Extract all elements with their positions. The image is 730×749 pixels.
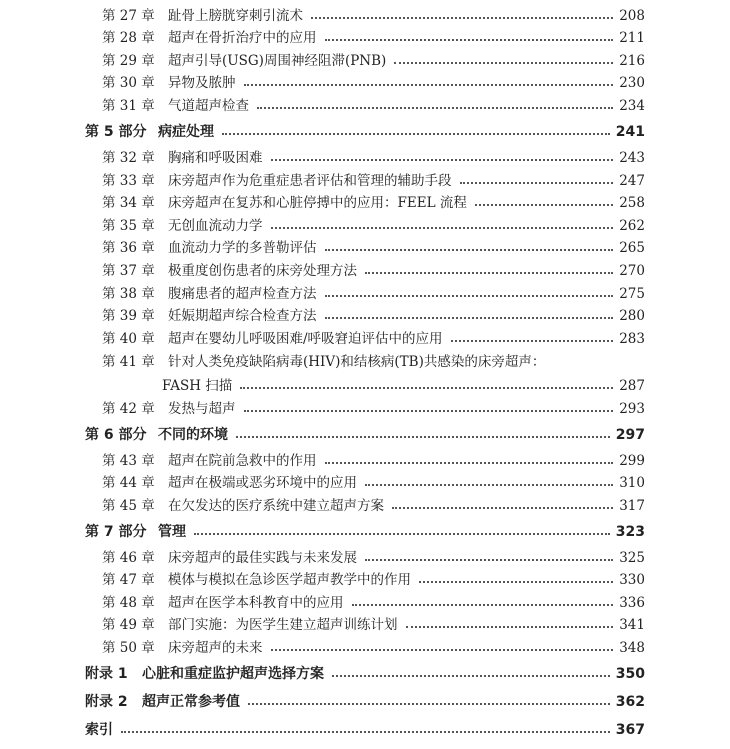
toc-entry-number: 第 41 章 <box>102 354 155 370</box>
dot-leader <box>365 484 613 486</box>
toc-chapter-row <box>0 592 730 614</box>
dot-leader <box>451 340 613 342</box>
dot-leader <box>244 410 613 412</box>
toc-page-number: 348 <box>619 640 645 656</box>
toc-entry-title: 在欠发达的医疗系统中建立超声方案 <box>168 498 384 514</box>
toc-chapter-row <box>0 72 730 94</box>
toc-entry-number: 第 48 章 <box>102 595 155 611</box>
toc-chapter-row <box>0 398 730 420</box>
dot-leader <box>392 507 613 509</box>
toc-chapter-row <box>0 170 730 192</box>
toc-chapter-row <box>0 450 730 472</box>
toc-page-number: 325 <box>619 550 645 566</box>
dot-leader <box>325 317 613 319</box>
toc-page-number: 317 <box>619 498 645 514</box>
toc-entry-title: 病症处理 <box>158 124 214 140</box>
toc-entry-number: 第 40 章 <box>102 331 155 347</box>
toc-page-number: 208 <box>619 8 645 24</box>
toc-page-number: 275 <box>619 286 645 302</box>
toc-entry-number: 第 30 章 <box>102 75 155 91</box>
toc-entry-title: 超声在极端或恶劣环境中的应用 <box>168 475 357 491</box>
dot-leader <box>406 626 613 628</box>
toc-entry-number: 第 33 章 <box>102 173 155 189</box>
toc-page-number: 293 <box>619 401 645 417</box>
toc-entry-number: 第 37 章 <box>102 263 155 279</box>
toc-chapter-row <box>0 328 730 350</box>
toc-page-number: 336 <box>619 595 645 611</box>
toc-entry-number: 第 39 章 <box>102 308 155 324</box>
toc-entry-title: 床旁超声在复苏和心脏停搏中的应用：FEEL 流程 <box>168 195 467 211</box>
toc-chapter-row <box>0 5 730 27</box>
toc-chapter-row <box>0 569 730 591</box>
toc-chapter-row <box>0 614 730 636</box>
toc-entry-title: 床旁超声作为危重症患者评估和管理的辅助手段 <box>168 173 452 189</box>
dot-leader <box>394 62 613 64</box>
dot-leader <box>271 649 613 651</box>
toc-entry-number: 第 34 章 <box>102 195 155 211</box>
toc-page-number: 330 <box>619 572 645 588</box>
toc-entry-number: 第 44 章 <box>102 475 155 491</box>
toc-chapter-row <box>0 237 730 259</box>
dot-leader <box>325 462 613 464</box>
dot-leader <box>325 249 613 251</box>
toc-entry-title: 气道超声检查 <box>168 98 249 114</box>
toc-entry-title: 超声在骨折治疗中的应用 <box>168 30 317 46</box>
toc-page-number: 310 <box>619 475 645 491</box>
toc-entry-title: 不同的环境 <box>158 427 228 443</box>
toc-entry-number: 第 46 章 <box>102 550 155 566</box>
toc-chapter-row <box>0 472 730 494</box>
dot-leader <box>311 17 613 19</box>
dot-leader <box>419 581 613 583</box>
toc-page-number: 297 <box>615 427 645 443</box>
dot-leader <box>365 559 613 561</box>
toc-page-number: 262 <box>619 218 645 234</box>
toc-page-number: 341 <box>619 617 645 633</box>
toc-entry-number: 第 43 章 <box>102 453 155 469</box>
toc-entry-number: 第 50 章 <box>102 640 155 656</box>
toc-chapter-row <box>0 192 730 214</box>
toc-entry-number: 第 7 部分 <box>85 524 147 540</box>
toc-entry-number: 附录 2 <box>85 694 128 710</box>
dot-leader <box>222 133 610 135</box>
toc-page-number: 367 <box>615 722 645 738</box>
toc-part-row <box>0 424 730 446</box>
toc-chapter-row <box>0 351 730 373</box>
dot-leader <box>271 227 613 229</box>
toc-page-number: 265 <box>619 240 645 256</box>
toc-chapter-row <box>0 27 730 49</box>
toc-entry-title: 趾骨上膀胱穿刺引流术 <box>168 8 303 24</box>
toc-page-number: 243 <box>619 150 645 166</box>
toc-chapter-row <box>0 215 730 237</box>
dot-leader <box>475 204 613 206</box>
toc-entry-number: 第 28 章 <box>102 30 155 46</box>
toc-entry-title: 超声在婴幼儿呼吸困难/呼吸窘迫评估中的应用 <box>168 331 443 347</box>
toc-chapter-row <box>0 637 730 659</box>
toc-entry-title: 床旁超声的最佳实践与未来发展 <box>168 550 357 566</box>
toc-entry-title: 模体与模拟在急诊医学超声教学中的作用 <box>168 572 411 588</box>
toc-entry-number: 第 32 章 <box>102 150 155 166</box>
dot-leader <box>244 84 613 86</box>
toc-page-number: 230 <box>619 75 645 91</box>
dot-leader <box>271 159 613 161</box>
toc-entry-title: 妊娠期超声综合检查方法 <box>168 308 317 324</box>
toc-chapter-row <box>0 305 730 327</box>
toc-entry-number: 第 49 章 <box>102 617 155 633</box>
toc-entry-title: 异物及脓肿 <box>168 75 236 91</box>
dot-leader <box>325 39 613 41</box>
dot-leader <box>257 107 613 109</box>
toc-entry-title: 超声引导(USG)周围神经阻滞(PNB) <box>168 53 387 69</box>
toc-page-number: 362 <box>615 694 645 710</box>
toc-page-number: 241 <box>615 124 645 140</box>
toc-entry-number: 附录 1 <box>85 666 128 682</box>
toc-chapter-row <box>0 260 730 282</box>
toc-page-number: 211 <box>619 30 645 46</box>
dot-leader <box>352 604 613 606</box>
toc-chapter-row <box>0 547 730 569</box>
toc-part-row <box>0 521 730 543</box>
toc-part-row <box>0 121 730 143</box>
dot-leader <box>248 703 610 705</box>
dot-leader <box>365 272 613 274</box>
toc-entry-title: 超声在医学本科教育中的应用 <box>168 595 344 611</box>
toc-chapter-row <box>0 495 730 517</box>
toc-entry-title: 针对人类免疫缺陷病毒(HIV)和结核病(TB)共感染的床旁超声： <box>168 354 546 370</box>
toc-chapter-row <box>0 50 730 72</box>
toc-entry-number: 第 27 章 <box>102 8 155 24</box>
toc-entry-title: 无创血流动力学 <box>168 218 263 234</box>
toc-entry-title: 床旁超声的未来 <box>168 640 263 656</box>
toc-entry-number: 第 42 章 <box>102 401 155 417</box>
toc-page-number: 247 <box>619 173 645 189</box>
dot-leader <box>236 436 610 438</box>
toc-page-number: 323 <box>615 524 645 540</box>
dot-leader <box>460 182 613 184</box>
toc-entry-number: 第 45 章 <box>102 498 155 514</box>
dot-leader <box>325 295 613 297</box>
toc-chapter-row <box>0 147 730 169</box>
toc-entry-number: 第 6 部分 <box>85 427 147 443</box>
toc-entry-number: 第 29 章 <box>102 53 155 69</box>
dot-leader <box>332 675 610 677</box>
toc-page-number: 299 <box>619 453 645 469</box>
toc-entry-title: 腹痛患者的超声检查方法 <box>168 286 317 302</box>
toc-entry-number: 第 38 章 <box>102 286 155 302</box>
toc-entry-number: 第 35 章 <box>102 218 155 234</box>
toc-entry-title: 极重度创伤患者的床旁处理方法 <box>168 263 357 279</box>
toc-page-number: 216 <box>619 53 645 69</box>
toc-page-number: 350 <box>615 666 645 682</box>
toc-entry-number: 第 47 章 <box>102 572 155 588</box>
toc-entry-title: 管理 <box>158 524 186 540</box>
dot-leader <box>121 731 610 733</box>
toc-chapter-row <box>0 283 730 305</box>
toc-entry-title: 心脏和重症监护超声选择方案 <box>142 666 324 682</box>
toc-index-row <box>0 719 730 741</box>
toc-page-number: 283 <box>619 331 645 347</box>
toc-appendix-row <box>0 663 730 685</box>
toc-appendix-row <box>0 691 730 713</box>
toc-entry-number: 第 5 部分 <box>85 124 147 140</box>
toc-page-number: 258 <box>619 195 645 211</box>
toc-entry-title: 索引 <box>85 722 113 738</box>
toc-chapter-row <box>0 95 730 117</box>
toc-entry-title: 血流动力学的多普勒评估 <box>168 240 317 256</box>
toc-page-number: 287 <box>619 378 645 394</box>
toc-chapter-row <box>0 375 730 397</box>
toc-entry-number: 第 36 章 <box>102 240 155 256</box>
dot-leader <box>194 533 610 535</box>
toc-entry-title: 发热与超声 <box>168 401 236 417</box>
toc-entry-title: 超声正常参考值 <box>142 694 240 710</box>
toc-page-number: 280 <box>619 308 645 324</box>
toc-entry-title: 部门实施：为医学生建立超声训练计划 <box>168 617 398 633</box>
dot-leader <box>240 387 613 389</box>
toc-entry-number: 第 31 章 <box>102 98 155 114</box>
toc-entry-title: 胸痛和呼吸困难 <box>168 150 263 166</box>
toc-entry-title: 超声在院前急救中的作用 <box>168 453 317 469</box>
toc-page-number: 234 <box>619 98 645 114</box>
toc-entry-title: FASH 扫描 <box>162 378 233 394</box>
toc-page-number: 270 <box>619 263 645 279</box>
